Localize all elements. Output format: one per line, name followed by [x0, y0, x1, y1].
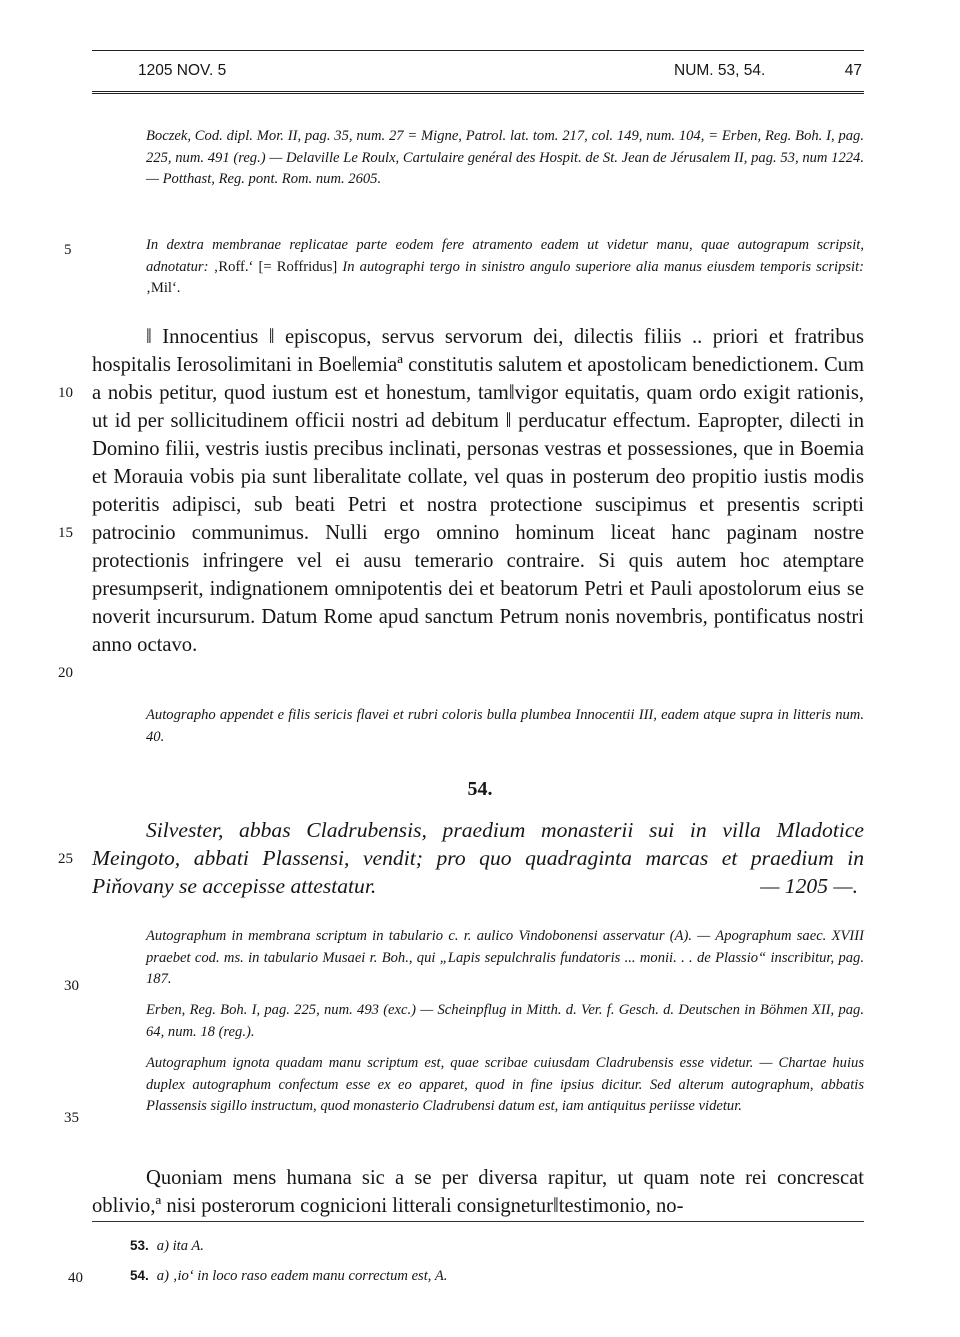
footnote-53: [130, 1238, 204, 1255]
editorial-note-sources-53: Boczek, Cod. dipl. Mor. II, pag. 35, num. 27 = Migne, Patrol. lat. tom. 217, col. 149, num. 104, = Erben, Reg. Boh. I, pag. 225, num. 491 (reg.) — Delaville Le Roulx, Cartulaire genéral des Hospit. de St. Jean de Jérusalem II, pag. 53, num 1224. — Potthast, Reg. pont. Rom. num. 2605.: [146, 128, 864, 188]
document-text-54-content: Quoniam mens humana sic a se per diversa rapitur, ut quam note rei concrescat oblivio,ª nisi posterorum cognicioni litterali consignetur‖testimonio, no-: [92, 1167, 864, 1217]
editorial-note-literature-54: Erben, Reg. Boh. I, pag. 225, num. 493 (exc.) — Scheinpflug in Mitth. d. Ver. f. Gesch. d. Deutschen in Böhmen XII, pag. 64, num. 18 (reg.).: [146, 1002, 864, 1040]
editorial-note-autograph-54: Autographum in membrana scriptum in tabulario c. r. aulico Vindobonensi asservatur (A). — Apographum saec. XVIII praebet cod. ms. in tabulario Musaei r. Boh., qui „Lapis sepulchralis fundatoris ... monii. . . de Plassio“ inscribitur, pag. 187.: [146, 928, 864, 988]
document-text-53: [92, 323, 864, 659]
line-number-35: 35: [64, 1110, 79, 1126]
editorial-note-margin-53: [146, 235, 864, 300]
line-number-30: 30: [64, 978, 79, 994]
document-number-54: 54.: [467, 778, 493, 800]
line-number-20: 20: [58, 665, 73, 681]
header-date: 1205 NOV. 5: [138, 62, 227, 79]
line-number-15: 15: [58, 525, 73, 541]
header-document-numbers: NUM. 53, 54.: [674, 62, 766, 79]
document-rubric-54: [92, 816, 864, 900]
document-text-53-content: ‖ Innocentius ‖ episcopus, servus servorum dei, dilectis filiis .. priori et fratribus hospitalis Ierosolimitani in Boe‖emiaª constitutis salutem et apostolicam benedictionem. Cum a nobis petitur, quod iustum est et honestum, tam‖vigor equitatis, quam ordo exigit rationis, ut id per sollicitudinem officii nostri ad debitum ‖ perducatur effectum. Eapropter, dilecti in Domino filii, vestris iustis precibus inclinati, personas vestras et possessiones, que in Boemia et Morauia vobis pia sunt liberalitate collate, vel quas in posterum deo propitio iustis modis poteritis adipisci, sub beati Petri et nostra protectione suscipimus et presentis scripti patrocinio communimus. Nulli ergo omnino hominum liceat hanc paginam nostre protectionis infringere vel ei ausu temerario contraire. Si quis autem hoc atemptare presumpserit, indignationem omnipotentis dei et beatorum Petri et Pauli apostolorum eius se noverit incursurum. Datum Rome apud sanctum Petrum nonis novembris, pontificatus nostri anno octavo.: [92, 326, 864, 656]
margin-note-text-2: In autographi tergo in sinistro angulo superiore alia manus eiusdem temporis scripsit:: [337, 258, 865, 275]
editorial-note-hand-54: Autographum ignota quadam manu scriptum est, quae scribae cuiusdam Cladrubensis esse videtur. — Chartae huius duplex autographum confectum esse ex eo apparet, quod in fine ipsius dicitur. Sed alterum autographum, abbatis Plassensis sigillo instructum, quod monasterio Cladrubensi datum est, iam antiquitus periisse videtur.: [146, 1055, 864, 1115]
line-number-5: 5: [64, 242, 72, 258]
rubric-date: — 1205 —.: [760, 874, 858, 898]
editorial-note-seal-53: Autographo appendet e filis sericis flavei et rubri coloris bulla plumbea Innocentii III, eadem atque supra in litteris num. 40.: [146, 707, 864, 745]
page-number: 47: [844, 62, 862, 79]
line-number-40: 40: [68, 1270, 83, 1286]
margin-note-mil: ‚Mil‘.: [146, 280, 181, 297]
footnote-54: [130, 1268, 447, 1285]
footnote-53-text: a) ita A.: [156, 1238, 204, 1254]
line-number-10: 10: [58, 385, 73, 401]
footnote-54-text: a) ‚io‘ in loco raso eadem manu correctum est, A.: [156, 1268, 448, 1284]
rubric-text: Silvester, abbas Cladrubensis, praedium monasterii sui in villa Mladotice Meingoto, abbati Plassensi, vendit; pro quo quadraginta marcas et praedium in Piňovany se accepisse attestatur.: [92, 818, 864, 898]
line-number-25: 25: [58, 851, 73, 867]
footnote-53-number: 53.: [130, 1238, 149, 1253]
running-header: [92, 50, 864, 94]
document-text-54: [92, 1164, 864, 1220]
margin-note-text-1: In dextra membranae replicatae parte eodem fere atramento eadem ut videtur manu, quae autograpum scripsit, adnotatur:: [146, 237, 864, 275]
footnote-54-number: 54.: [130, 1268, 149, 1283]
margin-note-roff: ‚Roff.‘ [= Roffridus]: [213, 258, 338, 275]
footnote-divider: [92, 1221, 864, 1222]
